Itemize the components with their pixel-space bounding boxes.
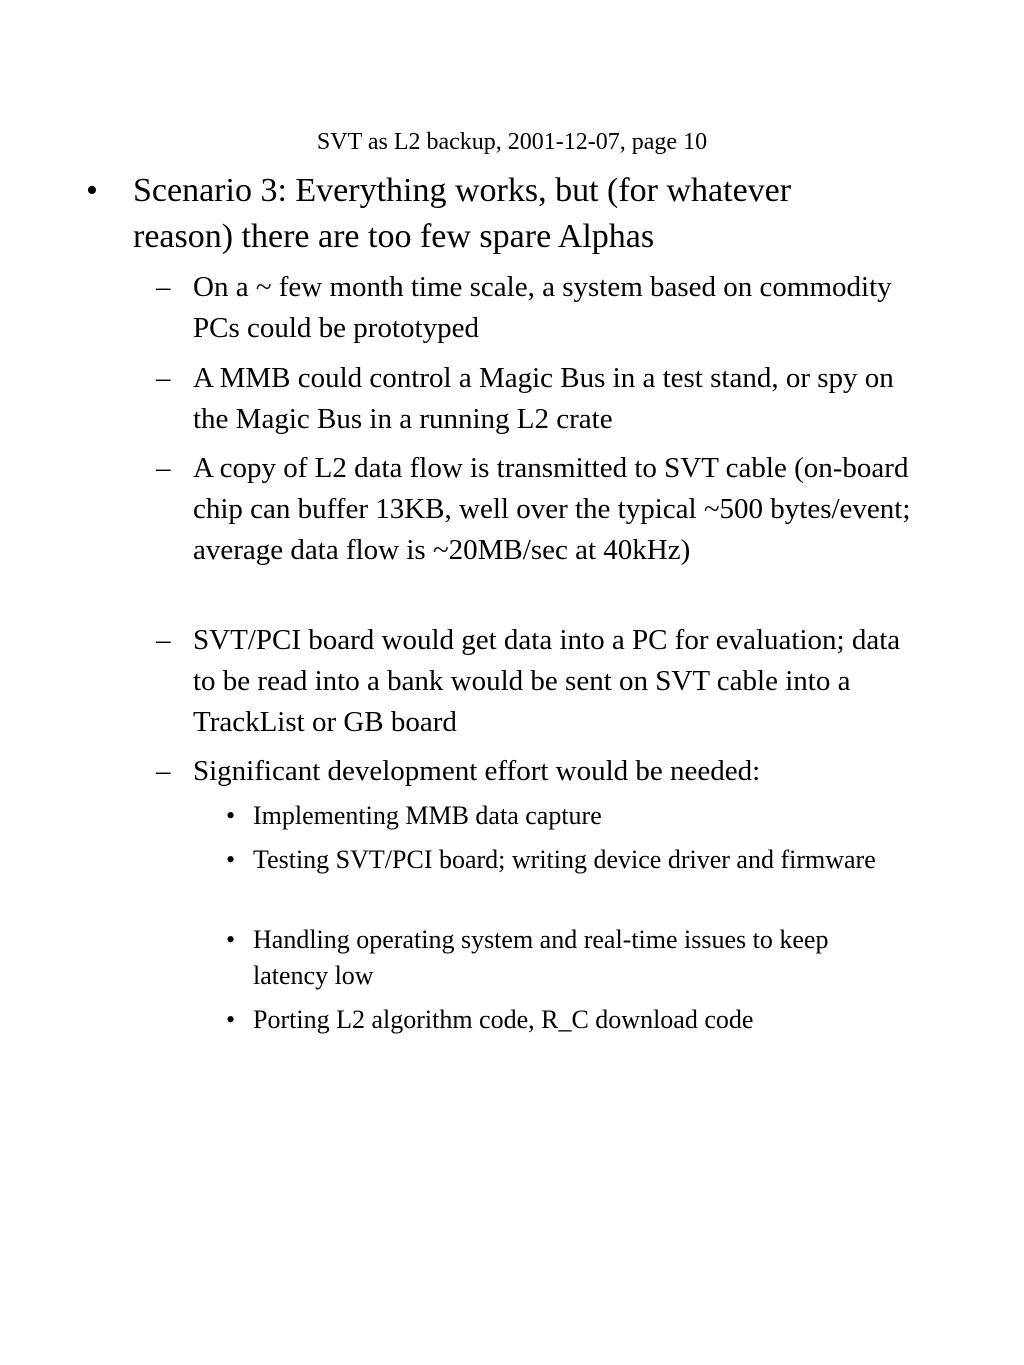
bullet-marker: • [226,1005,236,1034]
sub-bullet-svt-pci [156,620,928,743]
sub-bullet-text: A MMB could control a Magic Bus in a test stand, or spy on the Magic Bus in a running L2 crate [193,362,894,435]
dash-marker: – [156,624,171,656]
sub-bullet-text: A copy of L2 data flow is transmitted to SVT cable (on-board chip can buffer 13KB, well over the typical ~500 bytes/event; average data flow is ~20MB/sec at 40kHz) [193,452,911,566]
effort-item-text: Handling operating system and real-time issues to keep latency low [253,925,829,990]
sub-bullet-effort [156,751,928,792]
bullet-marker: • [86,172,98,209]
bullet-marker: • [226,925,236,954]
sub-bullet-text: On a ~ few month time scale, a system based on commodity PCs could be prototyped [193,271,892,344]
effort-item-porting [226,1002,893,1038]
effort-item-text: Implementing MMB data capture [253,801,602,830]
main-bullet-text: Scenario 3: Everything works, but (for whatever reason) there are too few spare Alphas [133,172,792,255]
effort-item-text: Porting L2 algorithm code, R_C download code [253,1005,754,1034]
dash-marker: – [156,362,171,394]
effort-item-text: Testing SVT/PCI board; writing device driver and firmware [253,845,876,874]
effort-item-latency [226,922,893,994]
sub-bullet-text: SVT/PCI board would get data into a PC for evaluation; data to be read into a bank would be sent on SVT cable into a TrackList or GB board [193,624,901,738]
sub-bullet-prototype [156,267,928,349]
page-title: SVT as L2 backup, 2001-12-07, page 10 [316,129,708,155]
effort-item-mmb-capture [226,798,893,834]
sub-bullet-mmb [156,358,928,440]
bullet-marker: • [226,845,236,874]
main-bullet [86,168,893,260]
dash-marker: – [156,271,171,303]
dash-marker: – [156,452,171,484]
sub-bullet-data-flow [156,448,928,571]
effort-item-svt-pci-testing [226,842,893,878]
sub-bullet-text: Significant development effort would be needed: [193,755,761,787]
dash-marker: – [156,755,171,787]
bullet-marker: • [226,801,236,830]
